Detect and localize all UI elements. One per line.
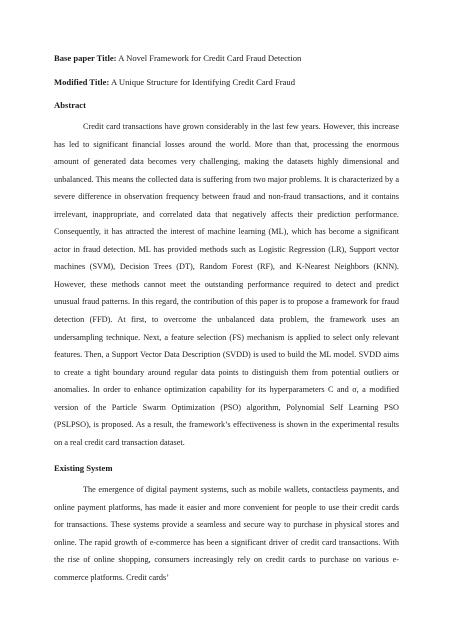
- existing-system-heading: Existing System: [54, 463, 113, 473]
- abstract-body: Credit card transactions have grown considerably in the last few years. However, this increase has led to significant financial losses around the world. More than that, processing the enormous amount of generated data becomes very challenging, making the datasets highly dimensional and unbalanced. This means the collected data is suffering from two major problems. It is characterized by a severe difference in observation frequency between fraud and non-fraud transactions, and it contains irrelevant, inappropriate, and correlated data that negatively affects their prediction performance. Consequently, it has attracted the interest of machine learning (ML), which has become a significant actor in fraud detection. ML has provided methods such as Logistic Regression (LR), Support vector machines (SVM), Decision Trees (DT), Random Forest (RF), and K-Nearest Neighbors (KNN). However, these methods cannot meet the outstanding performance required to detect and predict unusual fraud patterns. In this regard, the contribution of this paper is to propose a framework for fraud detection (FFD). At first, to overcome the unbalanced data problem, the framework uses an undersampling technique. Next, a feature selection (FS) mechanism is applied to select only relevant features. Then, a Support Vector Data Description (SVDD) is used to build the ML model. SVDD aims to create a tight boundary around regular data points to distinguish them from potential outliers or anomalies. In order to enhance optimization capability for its hyperparameters C and σ, a modified version of the Particle Swarm Optimization (PSO) algorithm, Polynomial Self Learning PSO (PSLPSO), is proposed. As a result, the framework’s effectiveness is shown in the experimental results on a real credit card transaction dataset.: [54, 122, 399, 447]
- base-paper-title-label: Base paper Title:: [54, 53, 117, 63]
- base-paper-title-text: A Novel Framework for Credit Card Fraud Detection: [118, 53, 302, 63]
- abstract-heading: Abstract: [54, 100, 86, 110]
- existing-system-body: The emergence of digital payment systems, such as mobile wallets, contactless payments, and online payment platforms, has made it easier and more convenient for people to use their credit cards for transactions. These systems provide a seamless and secure way to purchase in physical stores and online. The rapid growth of e-commerce has been a significant driver of credit card transactions. With the rise of online shopping, consumers increasingly rely on credit cards to purchase on various e-commerce platforms. Credit cards’: [54, 485, 399, 582]
- modified-title-label: Modified Title:: [54, 77, 110, 87]
- base-paper-title: [54, 53, 301, 64]
- modified-title-text: A Unique Structure for Identifying Credit Card Fraud: [111, 77, 296, 87]
- modified-title: [54, 77, 295, 88]
